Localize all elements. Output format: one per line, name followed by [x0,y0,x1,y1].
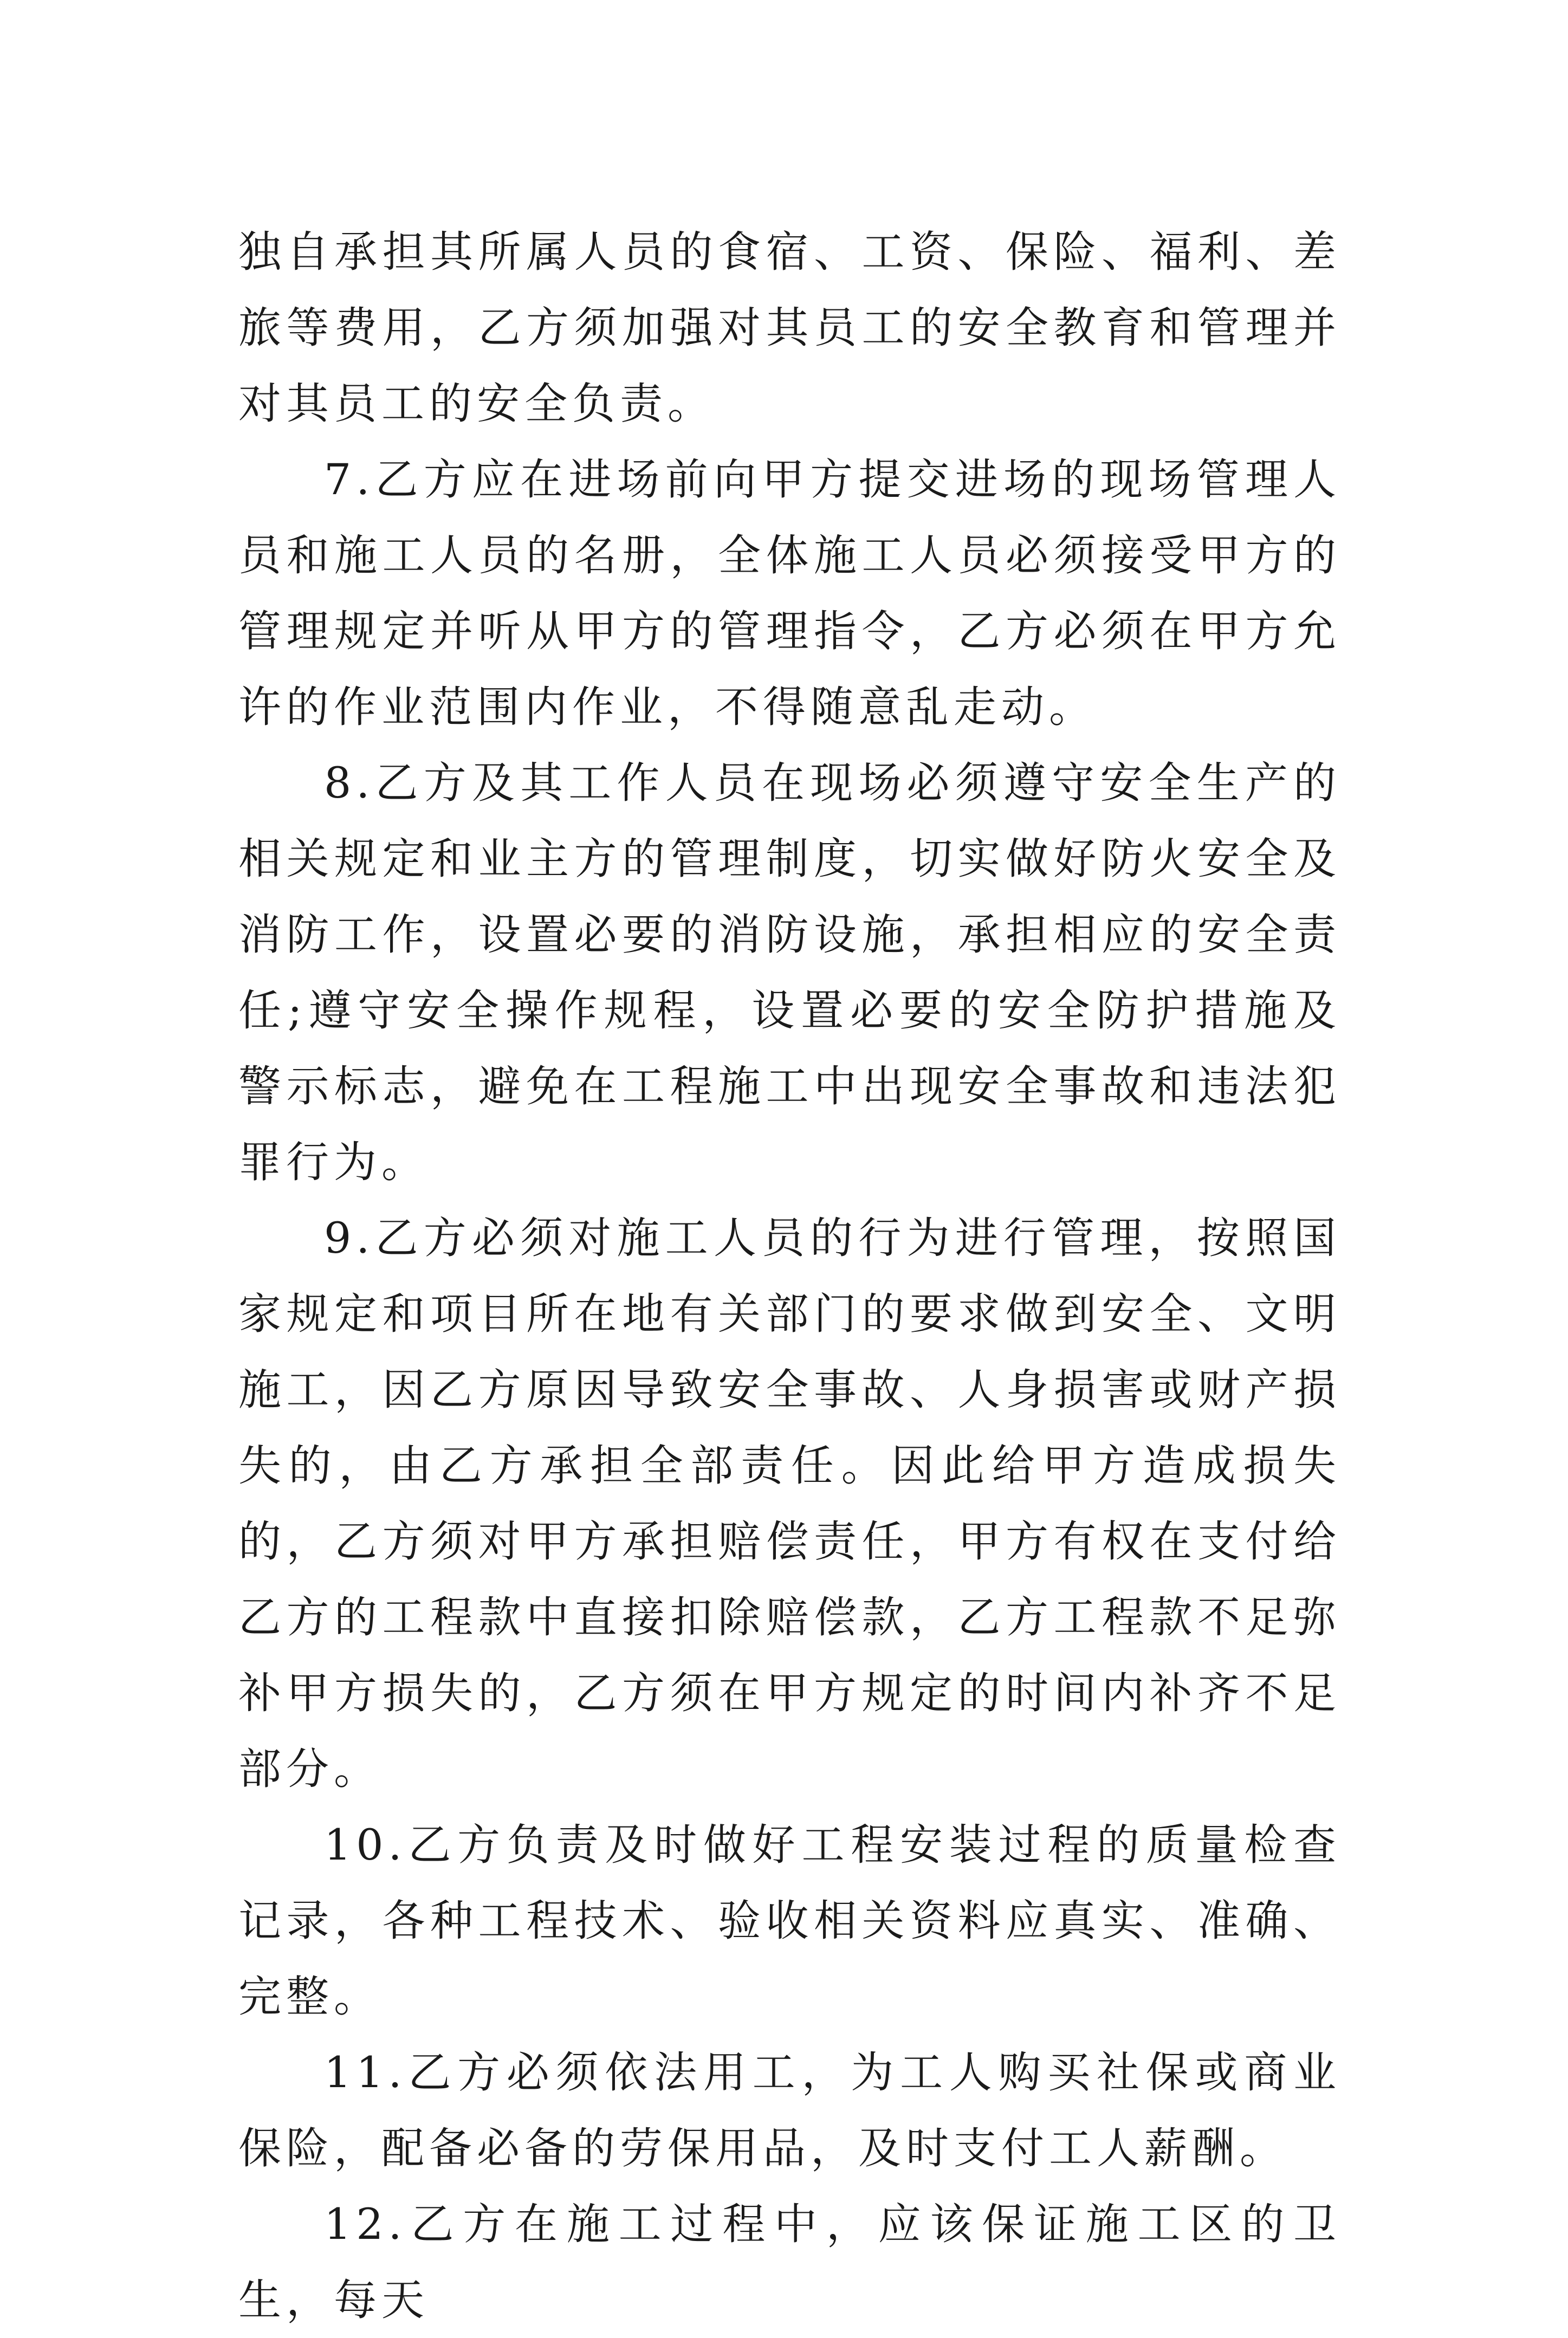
paragraph-clause-9: 9.乙方必须对施工人员的行为进行管理，按照国家规定和项目所在地有关部门的要求做到安全、文明施工，因乙方原因导致安全事故、人身损害或财产损失的，由乙方承担全部责任。因此给甲方造成损失的，乙方须对甲方承担赔偿责任，甲方有权在支付给乙方的工程款中直接扣除赔偿款，乙方工程款不足弥补甲方损失的，乙方须在甲方规定的时间内补齐不足部分。 [238,1213,1341,1794]
document-body [238,214,1341,2338]
paragraph-clause-11: 11.乙方必须依法用工，为工人购买社保或商业保险，配备必备的劳保用品，及时支付工人薪酬。 [238,2048,1341,2173]
paragraph-clause-12: 12.乙方在施工过程中，应该保证施工区的卫生，每天 [238,2199,1341,2325]
paragraph-clause-10: 10.乙方负责及时做好工程安装过程的质量检查记录，各种工程技术、验收相关资料应真实、准确、完整。 [238,1820,1341,2022]
paragraph-clause-8: 8.乙方及其工作人员在现场必须遵守安全生产的相关规定和业主方的管理制度，切实做好防火安全及消防工作，设置必要的消防设施，承担相应的安全责任;遵守安全操作规程，设置必要的安全防护措施及警示标志，避免在工程施工中出现安全事故和违法犯罪行为。 [238,758,1341,1187]
paragraph-clause-7: 7.乙方应在进场前向甲方提交进场的现场管理人员和施工人员的名册，全体施工人员必须接受甲方的管理规定并听从甲方的管理指令，乙方必须在甲方允许的作业范围内作业，不得随意乱走动。 [238,455,1341,732]
paragraph-continuation: 独自承担其所属人员的食宿、工资、保险、福利、差旅等费用，乙方须加强对其员工的安全教育和管理并对其员工的安全负责。 [238,227,1341,429]
